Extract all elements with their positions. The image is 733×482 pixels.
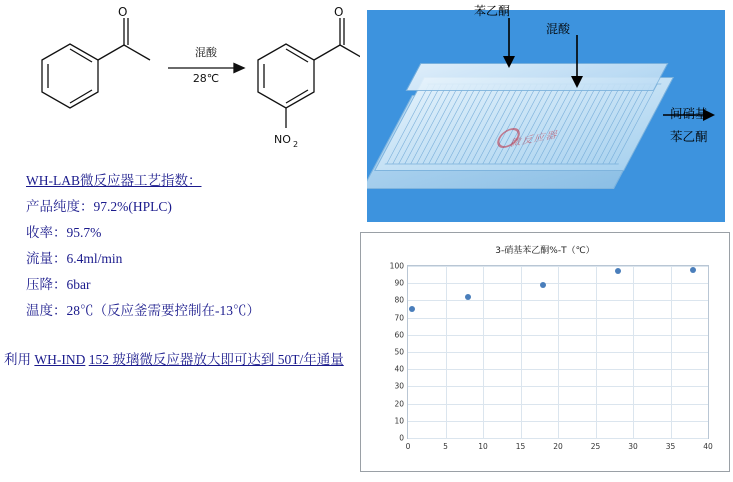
note-body: 152 玻璃微反应器放大即可达到 50T/年通量	[88, 352, 344, 367]
conversion-chart	[360, 232, 730, 472]
x-tick-5: 5	[443, 442, 448, 451]
nitro-group-subscript: 2	[293, 140, 299, 149]
chart-point	[615, 268, 621, 274]
spec-temperature: 温度：28℃（反应釜需要控制在-13℃）	[26, 303, 260, 318]
temperature-label: 28℃	[192, 72, 220, 85]
y-tick-70: 70	[394, 313, 404, 323]
chart-point	[690, 267, 696, 273]
note-prefix: 利用	[4, 352, 31, 367]
reaction-scheme	[0, 0, 360, 175]
y-tick-80: 80	[394, 295, 404, 305]
chart-point	[540, 282, 546, 288]
annotation-outlet-line1: 间硝基	[670, 106, 708, 121]
chart-title: 3-硝基苯乙酮%-T（℃）	[495, 246, 595, 256]
y-tick-50: 50	[394, 347, 404, 357]
spec-pressure-drop: 压降：6bar	[26, 277, 91, 292]
annotation-outlet-line2: 苯乙酮	[670, 129, 708, 144]
x-tick-10: 10	[478, 442, 488, 451]
chart-point	[465, 294, 471, 300]
y-tick-0: 0	[399, 433, 404, 443]
x-tick-30: 30	[628, 442, 638, 451]
spec-purity: 产品纯度：97.2%(HPLC)	[26, 199, 172, 214]
process-specs	[26, 168, 356, 324]
x-tick-40: 40	[703, 442, 713, 451]
y-tick-60: 60	[394, 330, 404, 340]
reaction-scheme-svg	[0, 0, 360, 175]
spec-flowrate: 流量：6.4ml/min	[26, 251, 123, 266]
x-tick-0: 0	[405, 442, 411, 451]
watermark-text: 微反应器	[508, 129, 560, 150]
chart-point	[409, 306, 415, 312]
scale-up-note	[4, 348, 356, 372]
chart-plot-area	[389, 261, 713, 451]
reagent-label: 混酸	[195, 46, 217, 59]
y-tick-20: 20	[394, 399, 404, 409]
x-tick-25: 25	[590, 442, 601, 451]
nitro-group-label: NO	[274, 133, 291, 146]
y-tick-100: 100	[389, 261, 404, 271]
specs-heading: WH-LAB微反应器工艺指数：	[26, 173, 202, 188]
x-tick-35: 35	[665, 442, 676, 451]
annotation-inlet-acetophenone: 苯乙酮	[474, 4, 511, 18]
annotation-inlet-mixed-acid: 混酸	[546, 22, 571, 36]
x-tick-15: 15	[515, 442, 526, 451]
y-tick-10: 10	[394, 416, 404, 426]
x-tick-20: 20	[553, 442, 563, 451]
ketone-oxygen-left: O	[118, 5, 128, 19]
spec-yield: 收率：95.7%	[26, 225, 102, 240]
ketone-oxygen-right: O	[334, 5, 344, 19]
note-product-code: WH-IND	[34, 352, 86, 367]
y-tick-90: 90	[394, 278, 404, 288]
y-tick-40: 40	[394, 364, 404, 374]
y-tick-30: 30	[394, 381, 404, 391]
